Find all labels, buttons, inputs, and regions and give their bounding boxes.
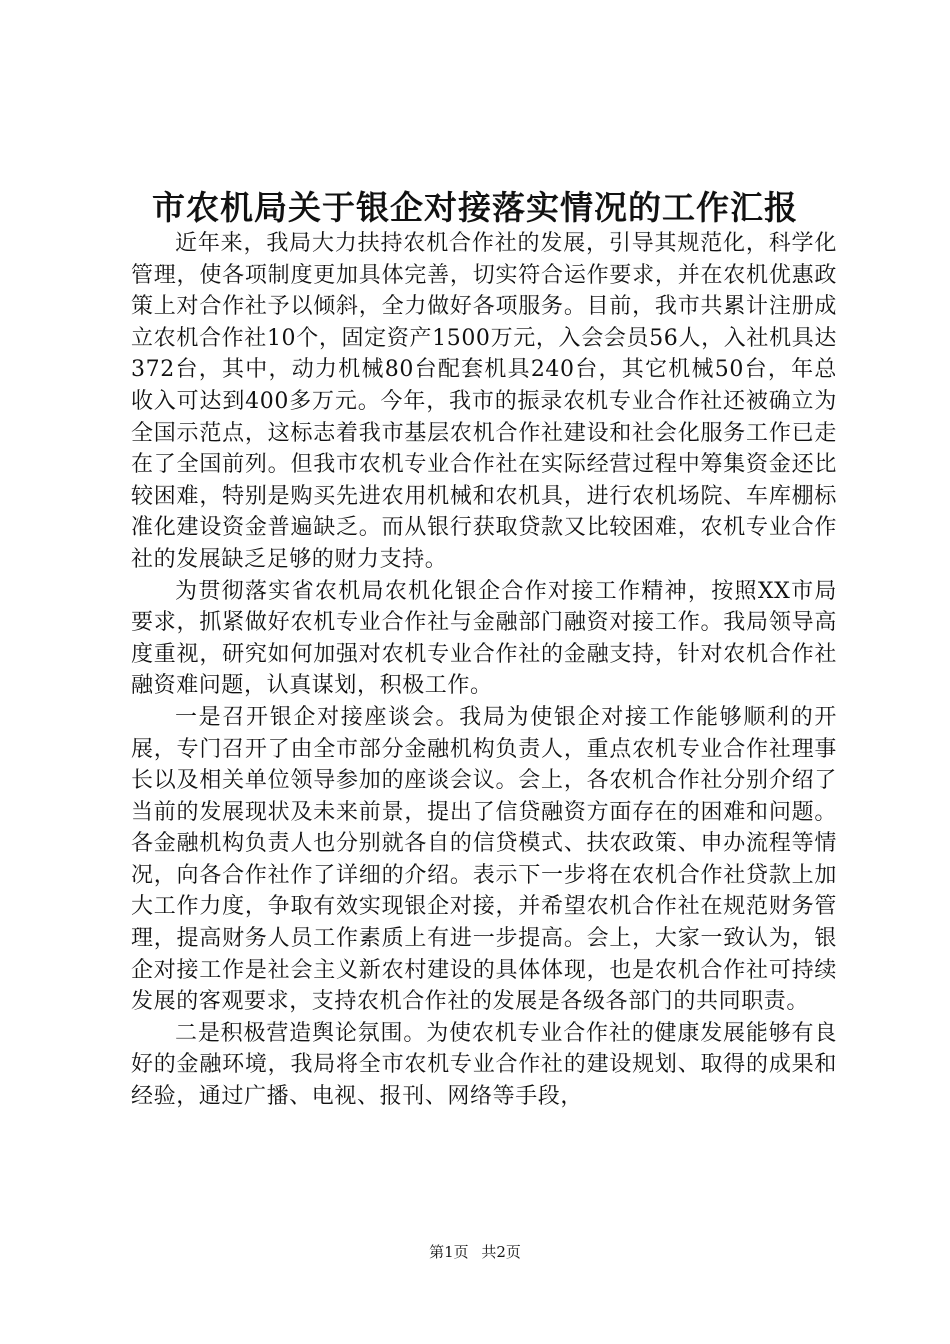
document-title: 市农机局关于银企对接落实情况的工作汇报 — [152, 188, 798, 227]
paragraph-purpose: 为贯彻落实省农机局农机化银企合作对接工作精神，按照XX市局要求，抓紧做好农机专业合作社与金融部门融资对接工作。我局领导高度重视，研究如何加强对农机专业合作社的金融支持，针对农机合作社融资难问题，认真谋划，积极工作。 — [131, 578, 837, 699]
paragraph-publicity: 二是积极营造舆论氛围。为使农机专业合作社的健康发展能够有良好的金融环境，我局将全市农机专业合作社的建设规划、取得的成果和经验，通过广播、电视、报刊、网络等手段， — [131, 1020, 837, 1110]
page-footer — [0, 1242, 950, 1262]
document-body — [131, 228, 837, 1113]
paragraph-intro: 近年来，我局大力扶持农机合作社的发展，引导其规范化，科学化管理，使各项制度更加具体完善，切实符合运作要求，并在农机优惠政策上对合作社予以倾斜，全力做好各项服务。目前，我市共累计注册成立农机合作社10个，固定资产1500万元，入会会员56人，入社机具达372台，其中，动力机械80台配套机具240台，其它机械50台，年总收入可达到400多万元。今年，我市的振录农机专业合作社还被确立为全国示范点，这标志着我市基层农机合作社建设和社会化服务工作已走在了全国前列。但我市农机专业合作社在实际经营过程中筹集资金还比较困难，特别是购买先进农用机械和农机具，进行农机场院、车库棚标准化建设资金普遍缺乏。而从银行获取贷款又比较困难，农机专业合作社的发展缺乏足够的财力支持。 — [131, 231, 837, 572]
paragraph-symposium: 一是召开银企对接座谈会。我局为使银企对接工作能够顺利的开展，专门召开了由全市部分金融机构负责人，重点农机专业合作社理事长以及相关单位领导参加的座谈会议。会上，各农机合作社分别介绍了当前的发展现状及未来前景，提出了信贷融资方面存在的困难和问题。各金融机构负责人也分别就各自的信贷模式、扶农政策、申办流程等情况，向各合作社作了详细的介绍。表示下一步将在农机合作社贷款上加大工作力度，争取有效实现银企对接，并希望农机合作社在规范财务管理，提高财务人员工作素质上有进一步提高。会上，大家一致认为，银企对接工作是社会主义新农村建设的具体体现，也是农机合作社可持续发展的客观要求，支持农机合作社的发展是各级各部门的共同职责。 — [131, 704, 837, 1015]
page-number: 第1页 — [429, 1243, 469, 1261]
page-total: 共2页 — [481, 1243, 521, 1261]
